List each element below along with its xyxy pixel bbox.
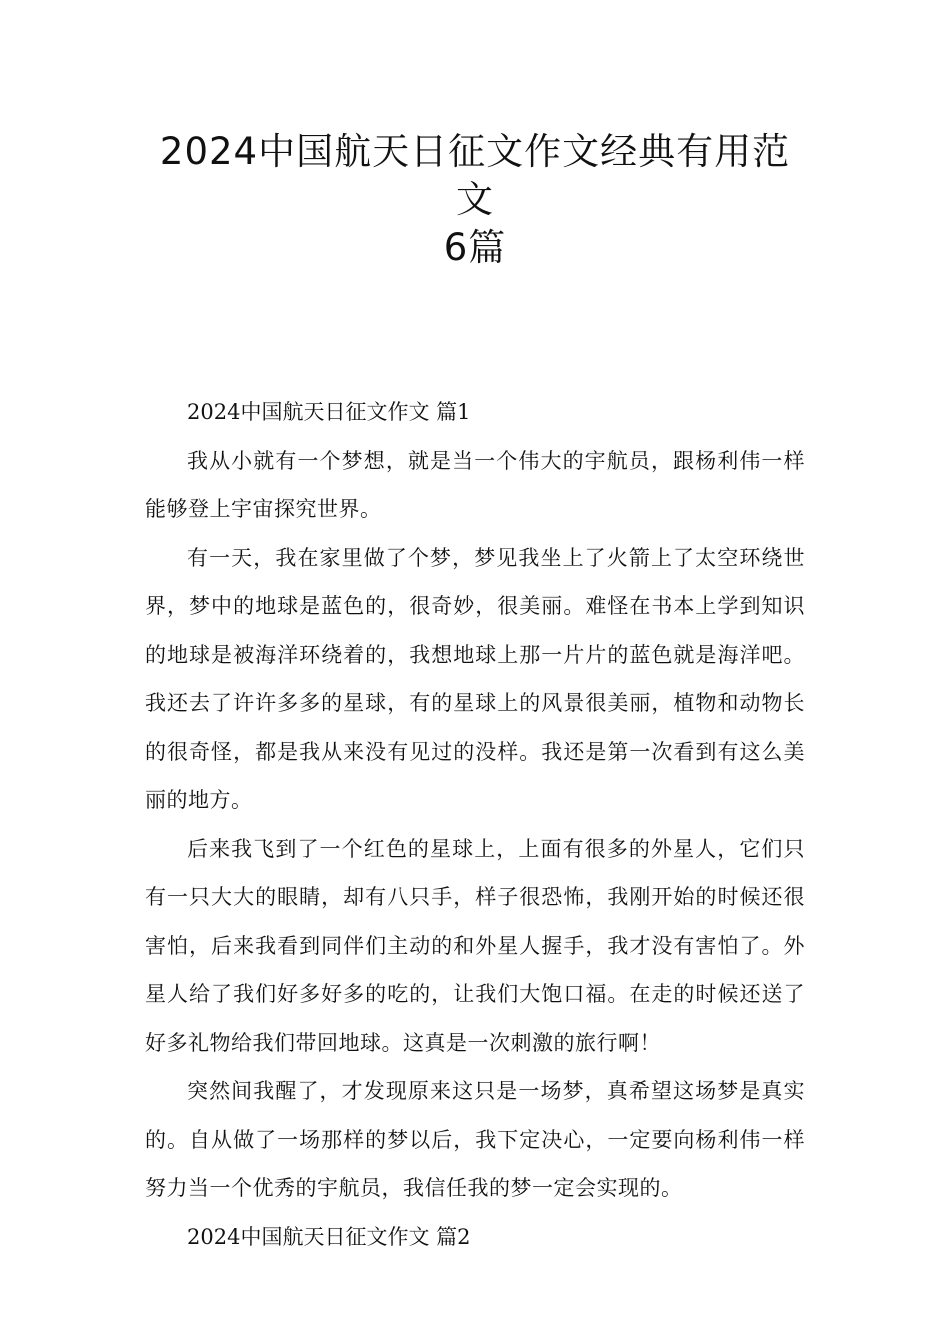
section-heading-2: 2024中国航天日征文作文 篇2 (187, 1224, 471, 1249)
document-title (145, 0, 805, 272)
paragraph: 突然间我醒了，才发现原来这只是一场梦，真希望这场梦是真实的。自从做了一场那样的梦以后，我下定决心，一定要向杨利伟一样努力当一个优秀的宇航员，我信任我的梦一定会实现的。 (145, 1079, 805, 1200)
section-heading-1: 2024中国航天日征文作文 篇1 (187, 400, 471, 424)
title-line-2: 6篇 (443, 226, 507, 269)
document-body (145, 388, 805, 1261)
title-line-1: 2024中国航天日征文作文经典有用范文 (159, 130, 791, 221)
paragraph: 后来我飞到了一个红色的星球上，上面有很多的外星人，它们只有一只大大的眼睛，却有八只手，样子很恐怖，我刚开始的时候还很害怕，后来我看到同伴们主动的和外星人握手，我才没有害怕了。外星人给了我们好多好多的吃的，让我们大饱口福。在走的时候还送了好多礼物给我们带回地球。这真是一次刺激的旅行啊！ (145, 836, 805, 1055)
paragraph: 有一天，我在家里做了个梦，梦见我坐上了火箭上了太空环绕世界，梦中的地球是蓝色的，很奇妙，很美丽。难怪在书本上学到知识的地球是被海洋环绕着的，我想地球上那一片片的蓝色就是海洋吧。我还去了许许多多的星球，有的星球上的风景很美丽，植物和动物长的很奇怪，都是我从来没有见过的没样。我还是第一次看到有这么美丽的地方。 (145, 545, 805, 812)
paragraph: 我从小就有一个梦想，就是当一个伟大的宇航员，跟杨利伟一样能够登上宇宙探究世界。 (145, 448, 805, 521)
